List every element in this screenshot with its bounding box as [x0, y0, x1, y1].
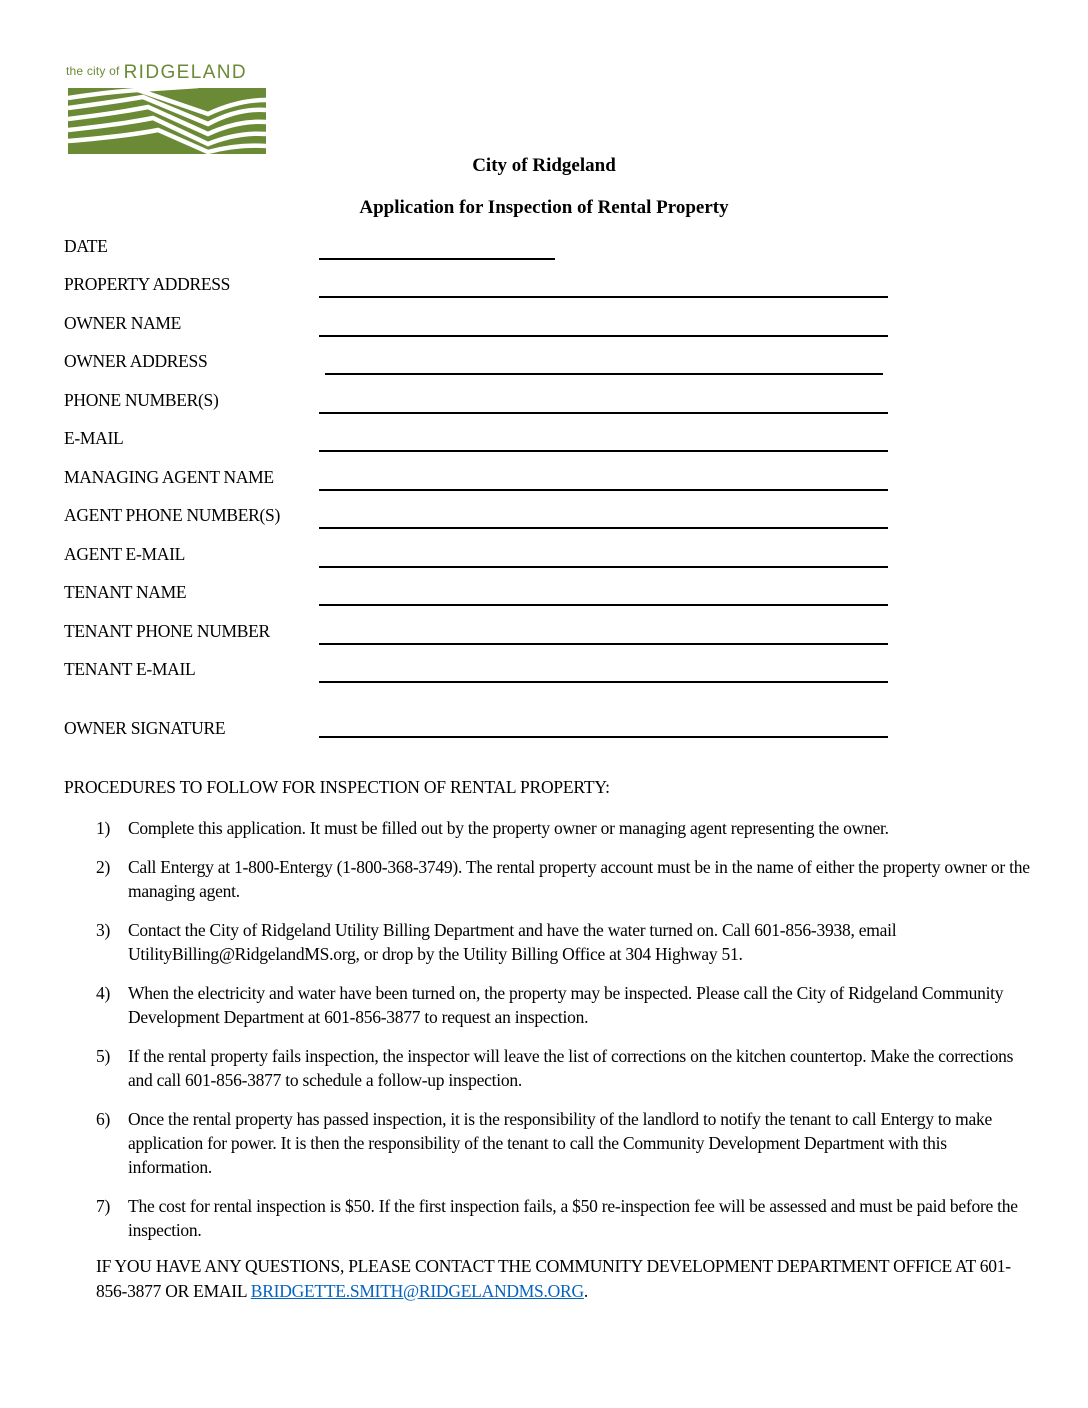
field-label: E-MAIL — [64, 428, 124, 448]
tenant-phone-number-input-line[interactable] — [319, 643, 888, 645]
step-number: 4) — [96, 983, 111, 1003]
field-label: OWNER SIGNATURE — [64, 718, 226, 738]
phone-numbers-field — [64, 390, 894, 414]
procedure-step — [96, 1107, 1031, 1179]
agent-email-field — [64, 544, 894, 568]
email-field — [64, 428, 894, 452]
field-label: PHONE NUMBER(S) — [64, 390, 219, 410]
managing-agent-name-input-line[interactable] — [319, 489, 888, 491]
step-number: 3) — [96, 920, 111, 940]
step-number: 5) — [96, 1046, 111, 1066]
agent-email-input-line[interactable] — [319, 566, 888, 568]
agent-phone-numbers-input-line[interactable] — [319, 527, 888, 529]
property-address-input-line[interactable] — [319, 296, 888, 298]
field-label: TENANT NAME — [64, 582, 187, 602]
owner-name-field — [64, 313, 894, 337]
tenant-name-input-line[interactable] — [319, 604, 888, 606]
step-number: 2) — [96, 857, 111, 877]
step-text: Call Entergy at 1-800-Entergy (1-800-368-3749). The rental property account must be in the name of either the property owner or the managing agent. — [128, 857, 1030, 901]
tenant-email-input-line[interactable] — [319, 681, 888, 683]
phone-numbers-input-line[interactable] — [319, 412, 888, 414]
tenant-phone-number-field — [64, 621, 894, 645]
procedure-step — [96, 981, 1031, 1029]
step-text: When the electricity and water have been turned on, the property may be inspected. Please call the City of Ridgeland Community Development Department at 601-856-3877 to request an inspection. — [128, 983, 1004, 1027]
email-input-line[interactable] — [319, 450, 888, 452]
logo-wordmark — [66, 62, 247, 84]
logo-big-text: RIDGELAND — [123, 62, 248, 83]
owner-signature-input-line[interactable] — [319, 736, 888, 738]
procedure-step — [96, 816, 1031, 840]
step-text: If the rental property fails inspection, the inspector will leave the list of corrections on the kitchen countertop. Make the corrections and call 601-856-3877 to schedule a follow-up inspection. — [128, 1046, 1014, 1090]
procedures-list — [96, 816, 1031, 1257]
contact-notice — [96, 1254, 1036, 1303]
agent-phone-numbers-field — [64, 505, 894, 529]
ridgeland-wave-logo-icon — [68, 88, 266, 154]
step-number: 6) — [96, 1109, 111, 1129]
owner-address-input-line[interactable] — [325, 373, 883, 375]
field-label: OWNER ADDRESS — [64, 351, 208, 371]
step-text: Once the rental property has passed inspection, it is the responsibility of the landlord to notify the tenant to call Entergy to make application for power. It is then the responsibility of the tenant to call the Community Development Department with this information. — [128, 1109, 993, 1177]
field-label: AGENT PHONE NUMBER(S) — [64, 505, 281, 525]
step-text: The cost for rental inspection is $50. If the first inspection fails, a $50 re-inspection fee will be assessed and must be paid before the inspection. — [128, 1196, 1018, 1240]
field-label: TENANT PHONE NUMBER — [64, 621, 270, 641]
field-label: OWNER NAME — [64, 313, 182, 333]
page-title: City of Ridgeland — [472, 155, 616, 176]
procedure-step — [96, 855, 1031, 903]
procedure-step — [96, 1044, 1031, 1092]
field-label: TENANT E-MAIL — [64, 659, 196, 679]
contact-suffix: . — [583, 1280, 588, 1301]
field-label: MANAGING AGENT NAME — [64, 467, 274, 487]
field-label: PROPERTY ADDRESS — [64, 274, 231, 294]
field-label: DATE — [64, 236, 108, 256]
procedure-step — [96, 918, 1031, 966]
step-number: 1) — [96, 818, 111, 838]
date-field — [64, 236, 894, 260]
step-number: 7) — [96, 1196, 111, 1216]
page-subtitle: Application for Inspection of Rental Property — [359, 197, 729, 218]
field-label: AGENT E-MAIL — [64, 544, 185, 564]
date-input-line[interactable] — [319, 258, 555, 260]
step-text: Contact the City of Ridgeland Utility Billing Department and have the water turned on. Call 601-856-3938, email UtilityBilling@RidgelandMS.org, or drop by the Utility Billing Office at 304 Highway 51. — [128, 920, 897, 964]
city-logo — [66, 62, 266, 156]
managing-agent-name-field — [64, 467, 894, 491]
step-text: Complete this application. It must be filled out by the property owner or managing agent representing the owner. — [128, 818, 889, 838]
owner-address-field — [64, 351, 894, 375]
property-address-field — [64, 274, 894, 298]
procedures-heading: PROCEDURES TO FOLLOW FOR INSPECTION OF RENTAL PROPERTY: — [64, 777, 610, 797]
contact-text: IF YOU HAVE ANY QUESTIONS, PLEASE CONTACT THE COMMUNITY DEVELOPMENT DEPARTMENT OFFICE AT 601-856-3877 OR EMAIL — [96, 1256, 1011, 1301]
contact-email-link[interactable]: BRIDGETTE.SMITH@RIDGELANDMS.ORG — [250, 1280, 584, 1301]
logo-small-text: the city of — [66, 64, 120, 78]
tenant-name-field — [64, 582, 894, 606]
procedure-step — [96, 1194, 1031, 1242]
owner-signature-field — [64, 718, 894, 742]
tenant-email-field — [64, 659, 894, 683]
owner-name-input-line[interactable] — [319, 335, 888, 337]
